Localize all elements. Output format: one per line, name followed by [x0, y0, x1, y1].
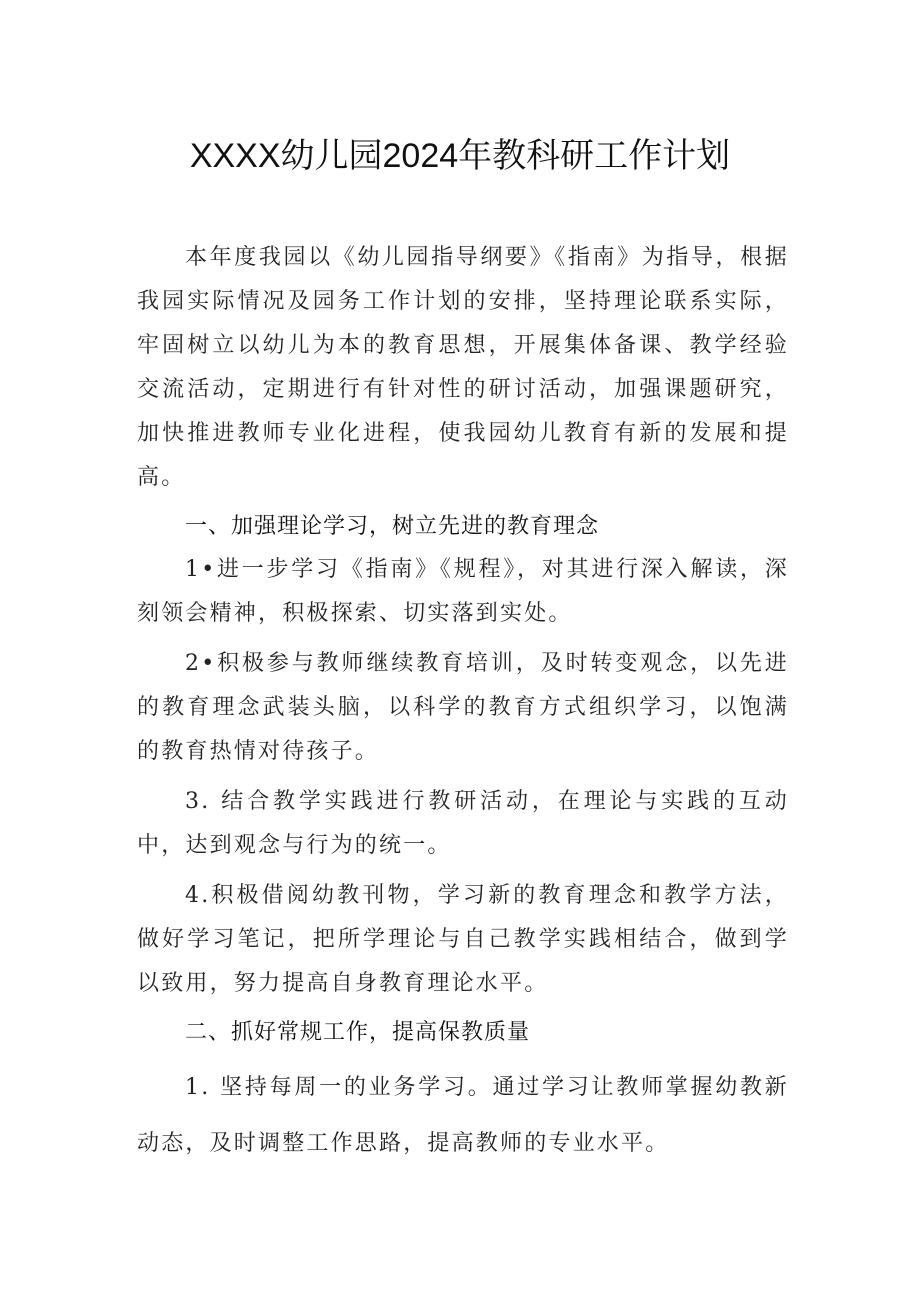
document-title: XXXX幼儿园2024年教科研工作计划	[189, 137, 731, 175]
section-heading-2: 二、抓好常规工作，提高保教质量	[185, 1019, 531, 1044]
section-1-item-1: 1•进一步学习《指南》《规程》，对其进行深入解读，深刻领会精神，积极探索、切实落到实处。	[137, 557, 789, 626]
section-2-item-1: 1. 坚持每周一的业务学习。通过学习让教师掌握幼教新动态，及时调整工作思路，提高教师的专业水平。	[137, 1075, 789, 1156]
section-1-item-3: 3. 结合教学实践进行教研活动，在理论与实践的互动中，达到观念与行为的统一。	[137, 789, 789, 858]
section-1-item-4: 4.积极借阅幼教刊物，学习新的教育理念和教学方法，做好学习笔记，把所学理论与自己教学实践相结合，做到学以致用，努力提高自身教育理论水平。	[137, 883, 789, 996]
section-heading-1: 一、加强理论学习，树立先进的教育理念	[185, 513, 600, 538]
document-body	[137, 236, 789, 1172]
intro-paragraph: 本年度我园以《幼儿园指导纲要》《指南》为指导，根据我园实际情况及园务工作计划的安排，坚持理论联系实际，牢固树立以幼儿为本的教育思想，开展集体备课、教学经验交流活动，定期进行有针对性的研讨活动，加强课题研究，加快推进教师专业化进程，使我园幼儿教育有新的发展和提高。	[137, 245, 789, 490]
section-1-item-2: 2•积极参与教师继续教育培训，及时转变观念，以先进的教育理念武装头脑，以科学的教育方式组织学习，以饱满的教育热情对待孩子。	[137, 651, 789, 764]
